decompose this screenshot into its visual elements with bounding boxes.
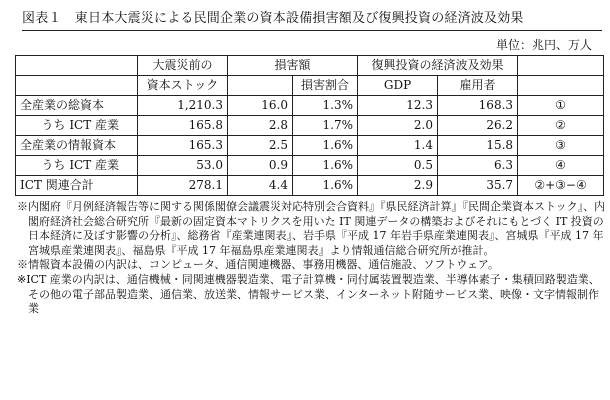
cell-employment: 168.3 xyxy=(438,96,518,116)
cell-gdp: 12.3 xyxy=(358,96,438,116)
data-table xyxy=(15,55,604,196)
row-label: ICT 関連合計 xyxy=(16,176,138,196)
figure-title: 図表１ 東日本大震災による民間企業の資本設備損害額及び復興投資の経済波及効果 xyxy=(22,10,602,31)
cell-damage: 2.8 xyxy=(228,116,293,136)
cell-stock: 1,210.3 xyxy=(138,96,228,116)
cell-gdp: 0.5 xyxy=(358,156,438,176)
table-row xyxy=(16,176,604,196)
header-mark-blank xyxy=(518,76,604,96)
cell-damage-ratio: 1.6% xyxy=(293,136,358,156)
table-row xyxy=(16,156,604,176)
header-mark-blank xyxy=(518,56,604,76)
header-gdp: GDP xyxy=(358,76,438,96)
row-label: 全産業の総資本 xyxy=(16,96,138,116)
cell-mark: ① xyxy=(518,96,604,116)
cell-mark: ②+③−④ xyxy=(518,176,604,196)
cell-damage-ratio: 1.6% xyxy=(293,176,358,196)
cell-stock: 165.3 xyxy=(138,136,228,156)
note-sources: ※内閣府『月例経済報告等に関する関係閣僚会議震災対応特別会合資料』『県民経済計算』『民間企業資本ストック』、内閣府経済社会総合研究所『最新の固定資本マトリクスを用いた IT 関連データの構築およびそれにもとづく IT 投資の日本経済に及ぼす影響の分析』、総務省『産業連関表』、岩手県『平成 17 年岩手県産業連関表』、宮城県『平成 17 年宮城県産業連関表』、福島県『平成 17 年福島県産業連関表』より情報通信総合研究所が推計。 xyxy=(17,200,606,257)
header-damage-ratio: 損害割合 xyxy=(293,76,358,96)
cell-employment: 6.3 xyxy=(438,156,518,176)
cell-damage: 0.9 xyxy=(228,156,293,176)
note-info-capital: ※情報資本設備の内訳は、コンピュータ、通信関連機器、事務用機器、通信施設、ソフトウェア。 xyxy=(17,258,500,272)
cell-stock: 53.0 xyxy=(138,156,228,176)
cell-gdp: 2.9 xyxy=(358,176,438,196)
cell-damage-ratio: 1.3% xyxy=(293,96,358,116)
cell-gdp: 1.4 xyxy=(358,136,438,156)
row-label: 全産業の情報資本 xyxy=(16,136,138,156)
cell-damage-ratio: 1.6% xyxy=(293,156,358,176)
cell-mark: ② xyxy=(518,116,604,136)
cell-damage: 2.5 xyxy=(228,136,293,156)
header-row-top xyxy=(16,56,604,76)
cell-damage: 4.4 xyxy=(228,176,293,196)
cell-employment: 35.7 xyxy=(438,176,518,196)
notes-section xyxy=(17,200,607,317)
table-row xyxy=(16,96,604,116)
header-blank-cell xyxy=(16,56,138,76)
header-blank-cell xyxy=(16,76,138,96)
cell-employment: 26.2 xyxy=(438,116,518,136)
cell-gdp: 2.0 xyxy=(358,116,438,136)
indent-spacer xyxy=(16,156,38,176)
table-row xyxy=(16,136,604,156)
header-damage: 損害額 xyxy=(228,56,358,76)
header-stock-top: 大震災前の xyxy=(138,56,228,76)
cell-mark: ③ xyxy=(518,136,604,156)
header-damage-blank xyxy=(228,76,293,96)
header-stock-bottom: 資本ストック xyxy=(138,76,228,96)
indent-spacer xyxy=(16,116,38,136)
cell-mark: ④ xyxy=(518,156,604,176)
header-recovery-effect: 復興投資の経済波及効果 xyxy=(358,56,518,76)
row-label: うち ICT 産業 xyxy=(38,156,138,176)
table-row xyxy=(16,116,604,136)
cell-employment: 15.8 xyxy=(438,136,518,156)
row-label: うち ICT 産業 xyxy=(38,116,138,136)
header-row-bottom xyxy=(16,76,604,96)
cell-damage-ratio: 1.7% xyxy=(293,116,358,136)
note-ict-industry: ※ICT 産業の内訳は、通信機械・同関連機器製造業、電子計算機・同付属装置製造業、半導体素子・集積回路製造業、その他の電子部品製造業、通信業、放送業、情報サービス業、インターネット附随サービス業、映像・文字情報制作業 xyxy=(17,272,600,316)
header-employment: 雇用者 xyxy=(438,76,518,96)
cell-stock: 165.8 xyxy=(138,116,228,136)
unit-label: 単位：兆円、万人 xyxy=(495,38,592,52)
cell-damage: 16.0 xyxy=(228,96,293,116)
cell-stock: 278.1 xyxy=(138,176,228,196)
